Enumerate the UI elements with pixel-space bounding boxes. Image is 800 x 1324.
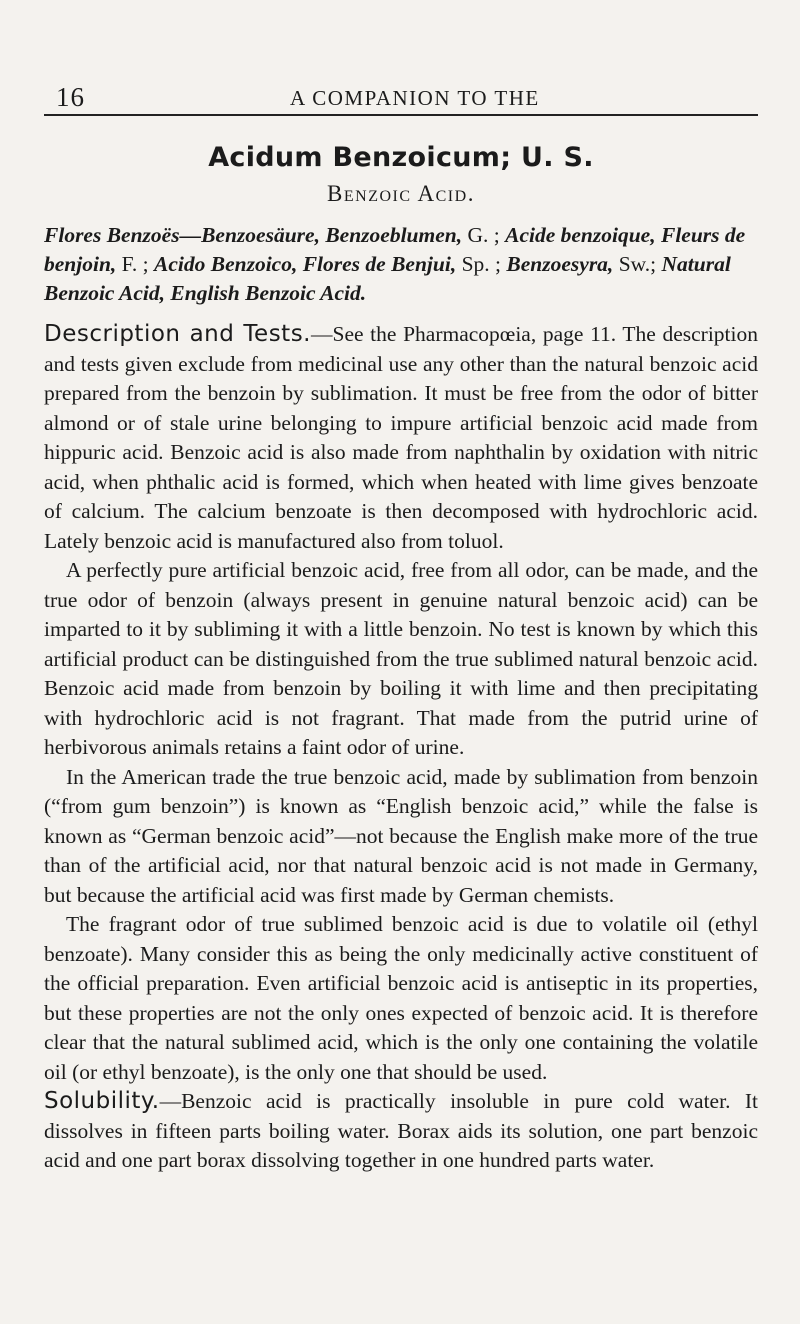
solubility-heading: Solubility. xyxy=(44,1088,160,1114)
running-title: A COMPANION TO THE xyxy=(290,86,540,110)
synonym-term: Acido Benzoico, Flores de Benjui, xyxy=(154,252,457,276)
solubility-paragraph xyxy=(44,1087,758,1176)
description-heading: Description and Tests. xyxy=(44,321,311,347)
description-paragraph-2: A perfectly pure artificial benzoic acid, free from all odor, can be made, and the true odor of benzoin (always present in genuine natural benzoic acid) can be imparted to it by subliming it with a little benzoin. No test is known by which this artificial product can be distinguished from the true sublimed natural benzoic acid. Benzoic acid made from benzoin by boiling it with lime and then precipitating with hydrochloric acid is not fragrant. That made from the putrid urine of herbivorous animals retains a faint odor of urine. xyxy=(44,558,758,759)
synonym-language: F. ; xyxy=(116,252,154,276)
synonyms xyxy=(44,221,758,308)
article-subtitle: Benzoic Acid. xyxy=(327,181,475,206)
synonym-term: Benzoesyra, xyxy=(506,252,614,276)
synonym-term: Acide benzoique, xyxy=(505,223,656,247)
book-page xyxy=(44,0,758,1176)
header-rule xyxy=(44,114,758,116)
solubility-text: —Benzoic acid is practically insoluble in pure cold water. It dissolves in fifteen parts boiling water. Borax aids its solution, one part benzoic acid and one part borax dissolving together in one hundred parts water. xyxy=(44,1089,758,1172)
synonym-language: Sp. ; xyxy=(456,252,507,276)
description-paragraph-4: The fragrant odor of true sublimed benzoic acid is due to volatile oil (ethyl benzoate). Many consider this as being the only medicinally active constituent of the official preparation. Even artificial benzoic acid is antiseptic in its properties, but these properties are not the only ones expected of benzoic acid. It is therefore clear that the natural sublimed acid, which is the only one containing the volatile oil (or ethyl benzoate), is the only one that should be used. xyxy=(44,912,758,1084)
synonym-term: Flores Benzoës—Benzoesäure, Benzoeblumen, xyxy=(44,223,463,247)
page-number: 16 xyxy=(56,82,85,112)
synonym-term: Fleurs de benjoin, xyxy=(44,223,746,276)
description-paragraph-1 xyxy=(44,320,758,556)
synonym-term: Natural Benzoic Acid, English Benzoic Acid. xyxy=(44,252,731,305)
synonym-language: G. ; xyxy=(462,223,506,247)
description-paragraph-3: In the American trade the true benzoic acid, made by sublimation from benzoin (“from gum benzoin”) is known as “English benzoic acid,” while the false is known as “German benzoic acid”—not because the English make more of the true than of the artificial acid, nor that natural benzoic acid is not made in Germany, but because the artificial acid was first made by German chemists. xyxy=(44,764,758,907)
description-text-1: —See the Pharmacopœia, page 11. The description and tests given exclude from medicinal use any other than the natural benzoic acid prepared from the benzoin by sublimation. It must be free from the odor of bitter almond or of stale urine belonging to impure artificial benzoic acid made from hippuric acid. Benzoic acid is also made from naphthalin by oxidation with nitric acid, when phthalic acid is formed, which when heated with lime gives benzoate of calcium. The calcium benzoate is then decomposed with hydrochloric acid. Lately benzoic acid is manufactured also from toluol. xyxy=(44,322,758,553)
synonym-language: Sw.; xyxy=(613,252,662,276)
running-header xyxy=(44,0,758,118)
article-title: Acidum Benzoicum; U. S. xyxy=(208,142,594,173)
